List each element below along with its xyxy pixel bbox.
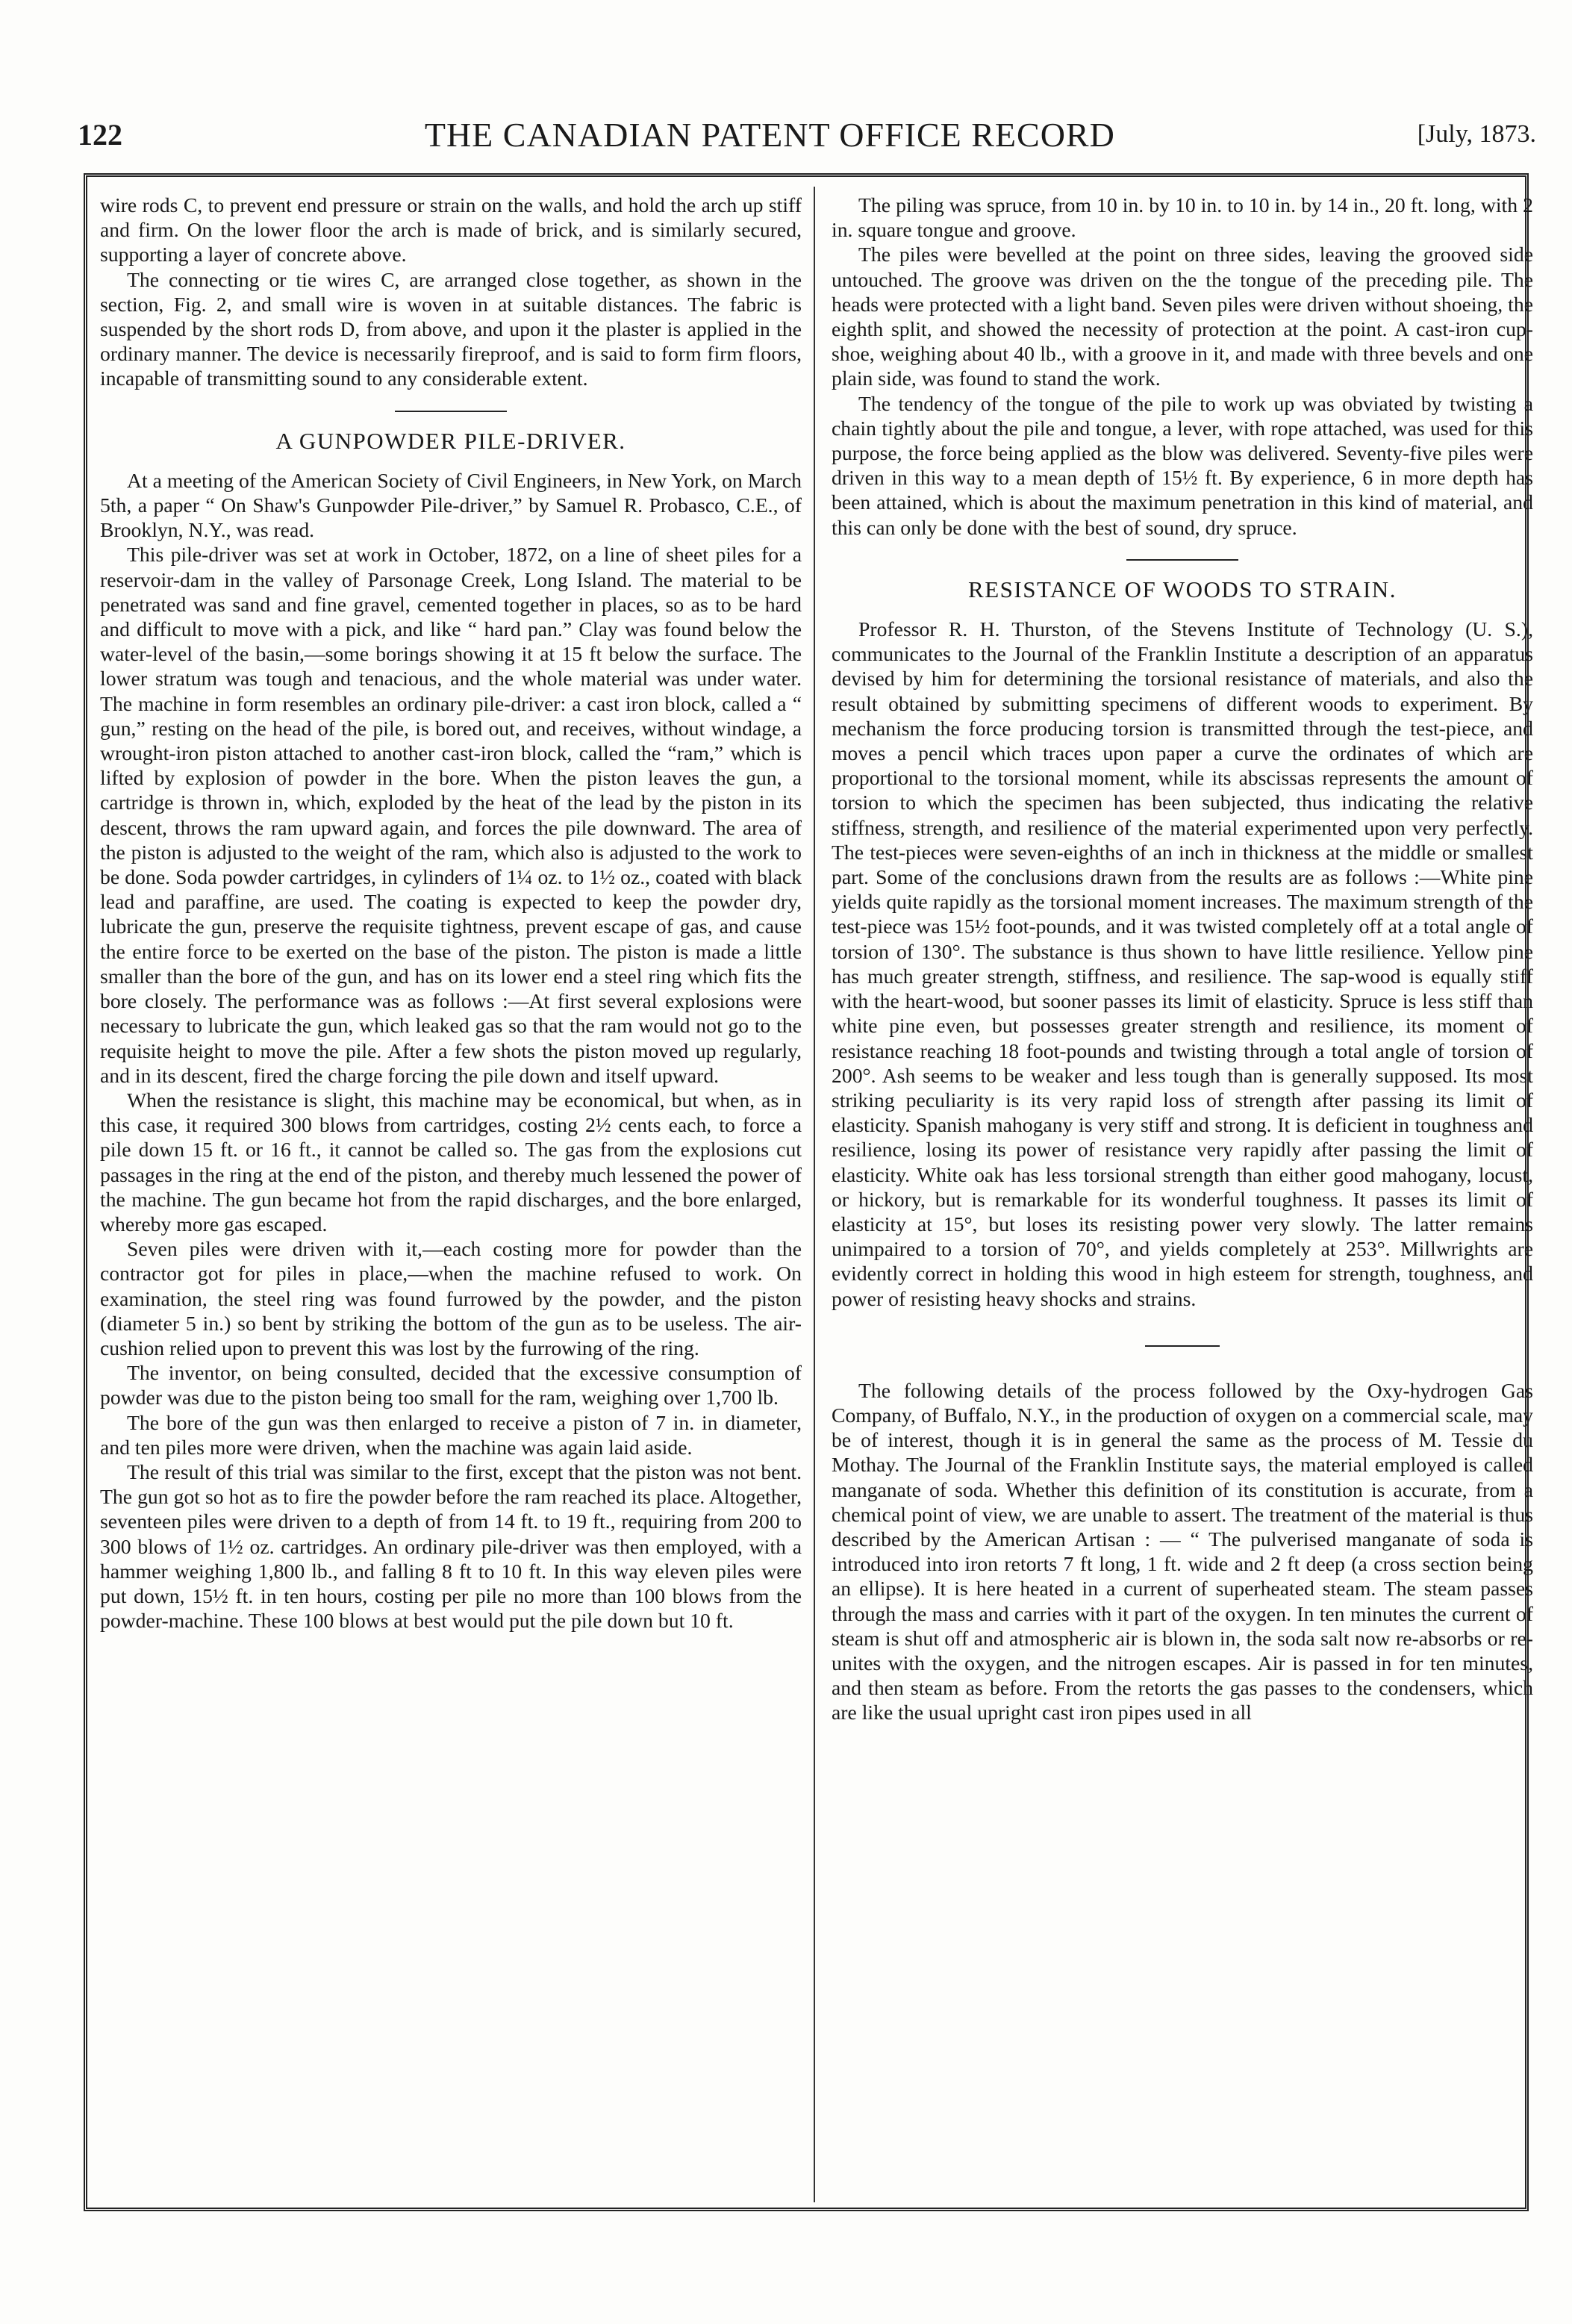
issue-date: [July, 1873. bbox=[1417, 120, 1536, 148]
paragraph: At a meeting of the American Society of Civil Engineers, in New York, on March 5th, a paper “ On Shaw's Gunpowder Pile-driver,” by Samuel R. Probasco, C.E., of Brooklyn, N.Y., was read. bbox=[100, 468, 802, 542]
paragraph: When the resistance is slight, this machine may be economical, but when, as in this case, it required 300 blows from cartridges, costing 2½ cents each, to force a pile down 15 ft. or 16 ft., it cannot be called so. The gas from the explosions cut passages in the ring at the end of the piston, and thereby much lessened the power of the machine. The gun became hot from the rapid discharges, and the bore enlarged, whereby more gas escaped. bbox=[100, 1088, 802, 1236]
paragraph: The inventor, on being consulted, decided that the excessive consumption of powder was due to the piston being too small for the ram, weighing over 1,700 lb. bbox=[100, 1361, 802, 1409]
article-title-gunpowder: A GUNPOWDER PILE-DRIVER. bbox=[275, 427, 626, 454]
journal-title: THE CANADIAN PATENT OFFICE RECORD bbox=[424, 115, 1115, 154]
paragraph: The connecting or tie wires C, are arranged close together, as shown in the section, Fig. 2, and small wire is woven in at suitable distances. The fabric is suspended by the short rods D, from above, and upon it the plaster is applied in the ordinary manner. The device is necessarily fireproof, and is said to form firm floors, incapable of transmitting sound to any considerable extent. bbox=[100, 267, 802, 390]
paragraph: The piling was spruce, from 10 in. by 10 in. to 10 in. by 14 in., 20 ft. long, with 2 in. square tongue and groove. bbox=[832, 193, 1533, 242]
section-rule bbox=[1126, 559, 1238, 561]
paragraph: The bore of the gun was then enlarged to receive a piston of 7 in. in diameter, and ten piles more were driven, when the machine was again laid aside. bbox=[100, 1410, 802, 1459]
section-rule bbox=[395, 411, 507, 412]
left-column bbox=[100, 193, 802, 1633]
column-divider bbox=[814, 187, 815, 2202]
paragraph: This pile-driver was set at work in October, 1872, on a line of sheet piles for a reservoir-dam in the valley of Parsonage Creek, Long Island. The material to be penetrated was sand and fine gravel, cemented together in places, so as to be hard and difficult to move with a pick, and like “ hard pan.” Clay was found below the water-level of the basin,—some borings showing it at 15 ft below the surface. The lower stratum was tough and tenacious, and the whole material was under water. The machine in form resembles an ordinary pile-driver: a cast iron block, called a “ gun,” resting on the head of the pile, is bored out, and receives, without windage, a wrought-iron piston attached to another cast-iron block, called the “ram,” which is lifted by explosion of powder in the bore. When the piston leaves the gun, a cartridge is thrown in, which, exploded by the heat of the lead by the piston in its descent, throws the ram upward again, and forces the pile downward. The area of the piston is adjusted to the weight of the ram, which also is adjusted to the work to be done. Soda powder cartridges, in cylinders of 1¼ oz. to 1½ oz., coated with black lead and paraffine, are used. The coating is expected to keep the powder dry, lubricate the gun, preserve the requisite tightness, prevent escape of gas, and cause the entire force to be exerted on the base of the piston. The piston is made a little smaller than the bore of the gun, and has on its lower end a steel ring which fits the bore closely. The performance was as follows :—At first several explosions were necessary to lubricate the gun, which leaked gas so that the ram would not go to the requisite height to move the pile. After a few shots the piston moved up regularly, and in its descent, fired the charge forcing the pile down and itself upward. bbox=[100, 543, 802, 1087]
paragraph: The tendency of the tongue of the pile to work up was obviated by twisting a chain tightly about the pile and tongue, a lever, with rope attached, was used for this purpose, the force being applied as the blow was delivered. Seventy-five piles were driven in this way to a mean depth of 15½ ft. By experience, 6 in more depth has been attained, which is about the maximum penetration in this kind of material, and this can only be done with the best of sound, dry spruce. bbox=[832, 391, 1533, 539]
right-column bbox=[832, 193, 1533, 1725]
paragraph: The piles were bevelled at the point on three sides, leaving the grooved side untouched. The groove was driven on the the tongue of the preceding pile. The heads were protected with a light band. Seven piles were driven without shoeing, the eighth split, and showed the necessity of protection at the point. A cast-iron cup-shoe, weighing about 40 lb., with a groove in it, and made with three bevels and one plain side, was found to stand the work. bbox=[832, 243, 1533, 390]
article-title-resistance: RESISTANCE OF WOODS TO STRAIN. bbox=[968, 576, 1397, 602]
paragraph: wire rods C, to prevent end pressure or strain on the walls, and hold the arch up stiff and firm. On the lower floor the arch is made of brick, and is similarly secured, supporting a layer of concrete above. bbox=[100, 193, 802, 267]
page-number: 122 bbox=[78, 117, 122, 152]
paragraph: The result of this trial was similar to the first, except that the piston was not bent. The gun got so hot as to fire the powder before the ram reached its place. Altogether, seventeen piles were driven to a depth of from 14 ft. to 19 ft., requiring from 200 to 300 blows of 1½ oz. cartridges. An ordinary pile-driver was then employed, with a hammer weighing 1,800 lb., and falling 8 ft to 10 ft. In this way eleven piles were put down, 15½ ft. in ten hours, costing per pile no more than 100 blows from the powder-machine. These 100 blows at best would put the pile down but 10 ft. bbox=[100, 1459, 802, 1633]
section-rule bbox=[1145, 1345, 1220, 1347]
paragraph: Seven piles were driven with it,—each costing more for powder than the contractor got for piles in place,—when the machine refused to work. On examination, the steel ring was found furrowed by the powder, and the piston (diameter 5 in.) so bent by striking the bottom of the gun as to be useless. The air-cushion relied upon to prevent this was lost by the furrowing of the ring. bbox=[100, 1237, 802, 1359]
paragraph: Professor R. H. Thurston, of the Stevens Institute of Technology (U. S.), communicates to the Journal of the Franklin Institute a description of an apparatus devised by him for determining the torsional resistance of materials, and also the result obtained by submitting specimens of different woods to experiment. By mechanism the force producing torsion is transmitted through the test-piece, and moves a pencil which traces upon paper a curve the ordinates of which are proportional to the torsional moment, while its abscissas represents the amount of torsion to which the specimen has been subjected, thus indicating the relative stiffness, strength, and resilience of the material experimented upon very perfectly. The test-pieces were seven-eighths of an inch in thickness at the middle or smallest part. Some of the conclusions drawn from the results are as follows :—White pine yields quite rapidly as the torsional moment increases. The maximum strength of the test-piece was 15½ foot-pounds, and it was twisted completely off at a total angle of torsion of 130°. The substance is thus shown to have little resilience. Yellow pine has much greater strength, stiffness, and resilience. The sap-wood is equally stiff with the heart-wood, but sooner passes its limit of elasticity. Spruce is less stiff than white pine even, but possesses greater strength and resilience, its moment of resistance reaching 18 foot-pounds and twisting through a total angle of torsion of 200°. Ash seems to be weaker and less tough than is generally supposed. Its most striking peculiarity is its very rapid loss of strength after passing its limit of elasticity. Spanish mahogany is very stiff and strong. It is deficient in toughness and resilience, losing its power of resistance very rapidly after passing the limit of elasticity. White oak has less torsional strength than either good mahogany, locust, or hickory, but is remarkable for its wonderful toughness. It passes its limit of elasticity at 15°, but loses its resisting power very slowly. The latter remains unimpaired to a torsion of 70°, and yields completely at 253°. Millwrights are evidently correct in holding this wood in high esteem for strength, toughness, and power of resisting heavy shocks and strains. bbox=[832, 617, 1533, 1310]
paragraph: The following details of the process followed by the Oxy-hydrogen Gas Company, of Buffalo, N.Y., in the production of oxygen on a commercial scale, may be of interest, though it is in general the same as the process of M. Tessie du Mothay. The Journal of the Franklin Institute says, the material employed is called manganate of soda. Whether this definition of its constitution is accurate, from a chemical point of view, we are unable to assert. The treatment of the material is thus described by the American Artisan : — “ The pulverised manganate of soda is introduced into iron retorts 7 ft long, 1 ft. wide and 2 ft deep (a cross section being an ellipse). It is here heated in a current of superheated steam. The steam passes through the mass and carries with it part of the oxygen. In ten minutes the current of steam is shut off and atmospheric air is blown in, the soda salt now re-absorbs or re-unites with the oxygen, and the nitrogen escapes. Air is passed in for ten minutes, and then steam as before. From the retorts the gas passes to the condensers, which are like the usual upright cast iron pipes used in all bbox=[832, 1378, 1533, 1725]
page-header bbox=[78, 112, 1536, 157]
